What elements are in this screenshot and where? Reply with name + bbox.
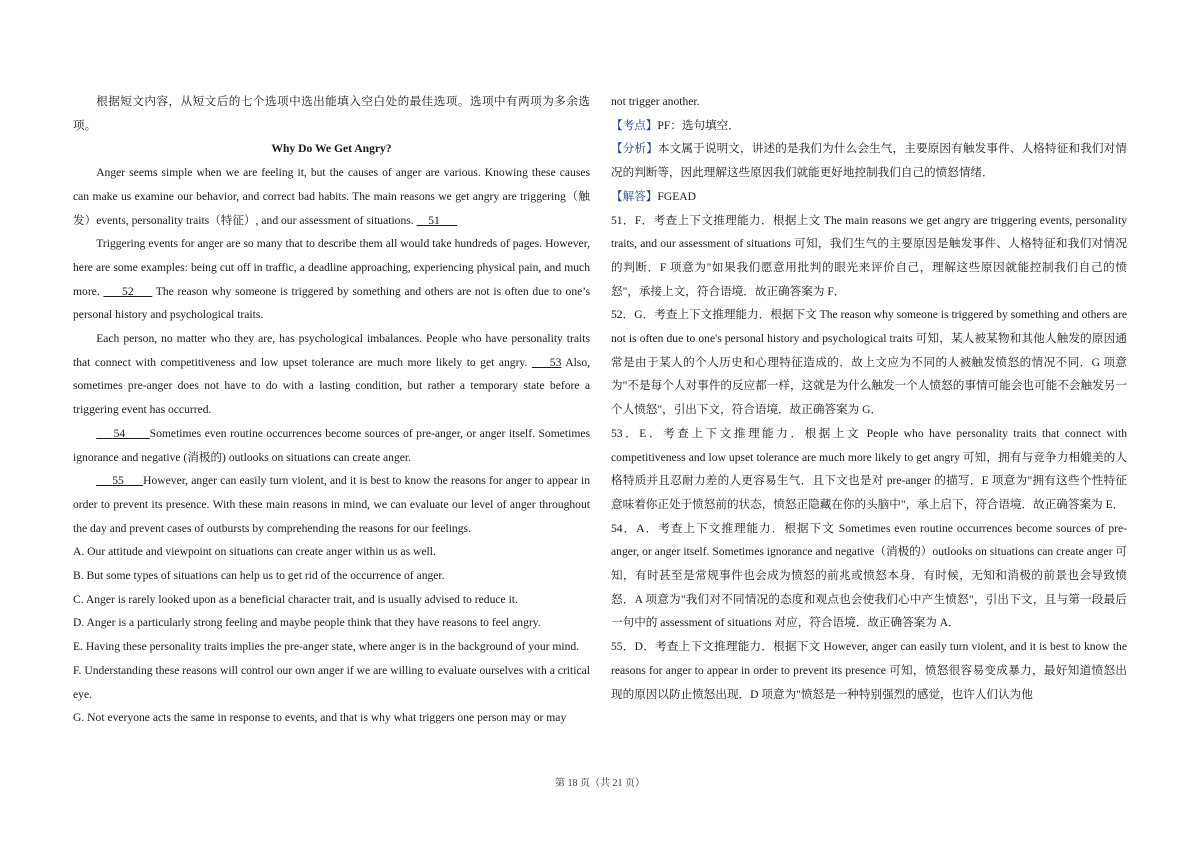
option-f: F. Understanding these reasons will control our own anger if we are willing to evaluate ourselves with a critical eye. [73,663,590,701]
answer-55: 55．D．考查上下文推理能力．根据下文 However, anger can easily turn violent, and it is best to know the reasons for anger to appear in order to prevent its presence 可知，愤怒很容易变成暴力，最好知道愤怒出现的原因以防止愤怒出现．D 项意为"愤怒是一种特别强烈的感觉，也许人们认为他 [611,640,1127,701]
jieda-section: 【解答】FGEAD [611,189,697,203]
instructions: 根据短文内容，从短文后的七个选项中选出能填入空白处的最佳选项。选项中有两项为多余选项。 [73,95,590,132]
left-column [73,90,590,730]
paragraph-4: 54 Sometimes even routine occurrences become sources of pre-anger, or anger itself. Sometimes ignorance and negative (消极的) outlooks on situations can create anger. [73,426,591,464]
option-a: A. Our attitude and viewpoint on situations can create anger within us as well. [73,545,436,559]
blank-51: 51 [416,213,458,227]
blank-53: 53 [531,355,562,369]
page-footer: 第 18 页（共 21 页） [555,778,645,789]
option-g: G. Not everyone acts the same in response to events, and that is why what triggers one person may or may [73,711,567,725]
fenxi-tag: 【分析】 [611,142,658,156]
option-e: E. Having these personality traits implies the pre-anger state, where anger is in the background of your mind. [73,640,580,654]
answer-51: 51．F．考查上下文推理能力．根据上文 The main reasons we get angry are triggering events, personality traits, and our assessment of situations 可知，我们生气的主要原因是触发事件、人格特征和我们对情况的判断．F 项意为"如果我们愿意用批判的眼光来评价自己，理解这些原因就能控制我们自己的愤怒"，承接上文，符合语境．故正确答案为 F． [611,213,1127,298]
answer-52: 52．G．考查上下文推理能力．根据下文 The reason why someone is triggered by something and others are not is often due to one's personal history and psychological traits 可知，某人被某物和其他人触发的原因通常是由于某人的个人历史和心理特征造成的．故上文应为不同的人被触发愤怒的情况不同．G 项意为"不是每个人对事件的反应都一样，这就是为什么触发一个人愤怒的事情可能会也可能不会触发另一个人愤怒"，引出下文，符合语境．故正确答案为 G． [611,308,1127,417]
passage-title: Why Do We Get Angry? [271,142,392,156]
blank-54: 54 [96,426,150,440]
option-g-continuation: not trigger another. [611,95,700,108]
blank-52: 52 [103,284,153,298]
blank-55: 55 [96,474,144,488]
paragraph-2: Triggering events for anger are so many that to describe them all would take hundreds of pages. However, here are some examples: being cut off in traffic, a deadline approaching, experiencing physical pain, and much more. 52 The reason why someone is triggered by something and others are not is often due to one’s personal history and psychological traits. [73,237,591,322]
answer-54: 54．A．考查上下文推理能力．根据下文 Sometimes even routine occurrences become sources of pre-anger, or anger itself. Sometimes ignorance and negative（消极的）outlooks on situations can create anger 可知，有时甚至是常规事件也会成为愤怒的前兆或愤怒本身．有时候，无知和消极的前景也会导致愤怒．A 项意为"我们对不同情况的态度和观点也会使我们心中产生愤怒"，引出下文，且与第一段最后一句中的 assessment of situations 对应，符合语境．故正确答案为 A． [611,521,1127,630]
jieda-tag: 【解答】 [611,189,658,203]
right-column [611,90,1127,706]
fenxi-section: 【分析】本文属于说明文，讲述的是我们为什么会生气，主要原因有触发事件、人格特征和我们对情况的判断等，因此理解这些原因我们就能更好地控制我们自己的愤怒情绪． [611,142,1127,180]
kaodian-section: 【考点】PF：选句填空． [611,118,740,132]
paragraph-3: Each person, no matter who they are, has psychological imbalances. People who have personality traits that connect with competitiveness and low upset tolerance are much more likely to get angry. 53 Also, sometimes pre-anger does not have to do with a lasting condition, but rather a temporary state before a triggering event has occurred. [73,332,591,417]
paragraph-5: 55 However, anger can easily turn violent, and it is best to know the reasons for anger to appear in order to prevent its presence. With these main reasons in mind, we can evaluate our level of anger throughout the day and prevent cases of outbursts by comprehending the reasons for our feelings. [73,474,590,535]
option-c: C. Anger is rarely looked upon as a beneficial character trait, and is usually advised to reduce it. [73,592,518,606]
answer-53: 53．E．考查上下文推理能力．根据上文 People who have personality traits that connect with competitiveness and low upset tolerance are much more likely to get angry 可知，拥有与竞争力相媲美的人格特质并且忍耐力差的人更容易生气．且下文也是对 pre-anger 的描写．E 项意为"拥有这些个性特征意味着你正处于愤怒前的状态，愤怒正隐藏在你的头脑中"，承上启下，符合语境．故正确答案为 E． [611,426,1127,511]
option-b: B. But some types of situations can help us to get rid of the occurrence of anger. [73,569,445,583]
kaodian-tag: 【考点】 [611,118,658,132]
paragraph-1: Anger seems simple when we are feeling it, but the causes of anger are various. Knowing these causes can make us examine our behavior, and correct bad habits. The main reasons we get angry are triggering（触发）events, personality traits（特征）, and our assessment of situations. 51 [73,166,590,227]
option-d: D. Anger is a particularly strong feeling and maybe people think that they have reasons to feel angry. [73,616,541,630]
